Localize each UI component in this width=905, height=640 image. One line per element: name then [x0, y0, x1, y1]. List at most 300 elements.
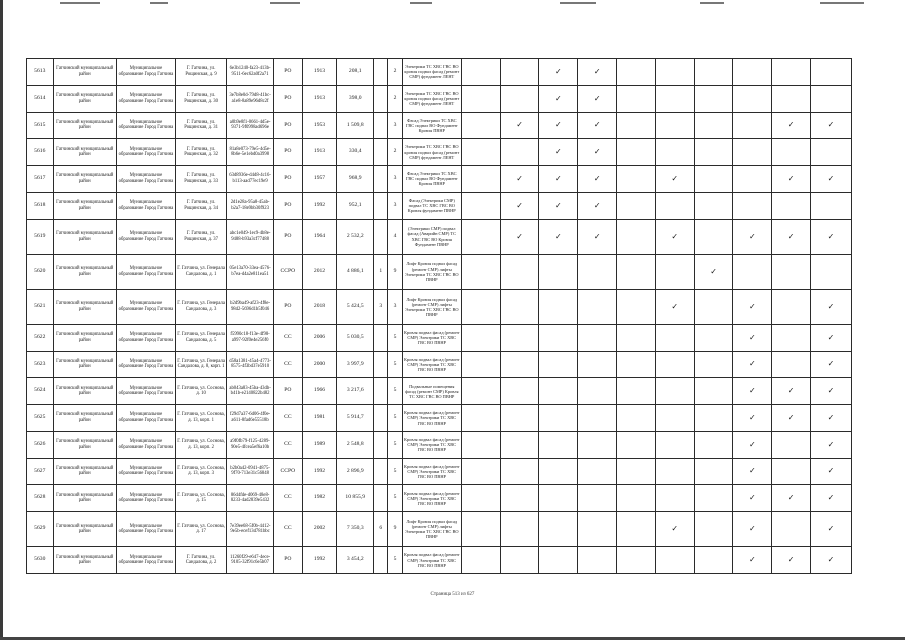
entrances-cell: 6: [374, 512, 388, 547]
empty-check-cell: [617, 485, 656, 512]
table-row: [27, 485, 852, 512]
works-cell: Кровля подвал фасад (ремонт СМР) Электрики ТС ХВС ГВС ВО ПВНР: [402, 324, 461, 351]
check-mark-icon: ✓: [733, 547, 772, 574]
empty-check-cell: [694, 289, 733, 324]
type-cell: РО: [274, 547, 303, 574]
type-cell: РО: [274, 219, 303, 254]
municipality-cell: Муниципальное образование Город Гатчина: [116, 431, 175, 458]
building-id-cell: b2b0a42-0941-4875-9f70-713e31c56848: [227, 458, 274, 485]
year-cell: 1982: [302, 485, 337, 512]
row-number: 5622: [27, 324, 54, 351]
empty-check-cell: [461, 192, 500, 219]
row-number: 5628: [27, 485, 54, 512]
table-row: [27, 378, 852, 405]
municipality-cell: Муниципальное образование Город Гатчина: [116, 547, 175, 574]
check-mark-icon: ✓: [539, 85, 578, 112]
empty-check-cell: [617, 458, 656, 485]
empty-check-cell: [500, 59, 539, 86]
check-mark-icon: ✓: [500, 112, 539, 139]
address-cell: Г. Гатчина, ул. Генерала Сандалова, д. 5: [176, 324, 227, 351]
entrances-cell: [374, 378, 388, 405]
year-cell: 1989: [302, 431, 337, 458]
municipality-cell: Муниципальное образование Город Гатчина: [116, 405, 175, 432]
check-mark-icon: ✓: [772, 112, 811, 139]
type-cell: РО: [274, 378, 303, 405]
address-cell: Г. Гатчина, ул. Рощинская, д. 32: [176, 139, 227, 166]
empty-check-cell: [772, 512, 811, 547]
empty-check-cell: [772, 289, 811, 324]
empty-check-cell: [617, 289, 656, 324]
building-id-cell: abc1e049-1ec9-4b8e-9488-b93a3cf77488: [227, 219, 274, 254]
empty-check-cell: [461, 324, 500, 351]
building-id-cell: 3e7b8e0d-79d8-41bc-a1e8-8a89e96d8c2f: [227, 85, 274, 112]
area-cell: 330,4: [337, 139, 374, 166]
area-cell: 1 509,8: [337, 112, 374, 139]
works-cell: Лифт Кровля подвал фасад (ремонт СМР) лифты Электрики ТС ХВС ГВС ВО ПВНР: [402, 254, 461, 289]
empty-check-cell: [655, 485, 694, 512]
check-mark-icon: ✓: [655, 289, 694, 324]
empty-check-cell: [500, 485, 539, 512]
empty-check-cell: [655, 112, 694, 139]
check-mark-icon: ✓: [733, 405, 772, 432]
year-cell: 1992: [302, 458, 337, 485]
check-mark-icon: ✓: [733, 324, 772, 351]
municipality-cell: Муниципальное образование Город Гатчина: [116, 512, 175, 547]
check-mark-icon: ✓: [539, 166, 578, 193]
district-cell: Гатчинский муниципальный район: [53, 59, 116, 86]
empty-check-cell: [655, 59, 694, 86]
empty-check-cell: [694, 139, 733, 166]
empty-check-cell: [500, 458, 539, 485]
empty-check-cell: [694, 59, 733, 86]
year-cell: 2006: [302, 324, 337, 351]
municipality-cell: Муниципальное образование Город Гатчина: [116, 378, 175, 405]
type-cell: РО: [274, 289, 303, 324]
entrances-cell: [374, 324, 388, 351]
empty-check-cell: [539, 547, 578, 574]
check-mark-icon: ✓: [655, 219, 694, 254]
floors-cell: 5: [388, 405, 402, 432]
empty-check-cell: [461, 219, 500, 254]
empty-check-cell: [733, 85, 772, 112]
building-id-cell: d58a1381-45a4-4773-8575-4f3bd37e5910: [227, 351, 274, 378]
check-mark-icon: ✓: [578, 192, 617, 219]
empty-check-cell: [772, 458, 811, 485]
row-number: 5623: [27, 351, 54, 378]
empty-check-cell: [539, 351, 578, 378]
table-row: [27, 254, 852, 289]
empty-check-cell: [772, 254, 811, 289]
district-cell: Гатчинский муниципальный район: [53, 219, 116, 254]
row-number: 5620: [27, 254, 54, 289]
row-number: 5626: [27, 431, 54, 458]
empty-check-cell: [500, 378, 539, 405]
empty-check-cell: [461, 139, 500, 166]
address-cell: Г. Гатчина, ул. Рощинская, д. 33: [176, 166, 227, 193]
empty-check-cell: [461, 378, 500, 405]
check-mark-icon: ✓: [539, 112, 578, 139]
address-cell: Г. Гатчина, ул. Рощинская, д. 9: [176, 59, 227, 86]
check-mark-icon: ✓: [578, 85, 617, 112]
floors-cell: 3: [388, 192, 402, 219]
empty-check-cell: [694, 512, 733, 547]
building-id-cell: 81a8e073-79e5-4d5e-8b6e-5e1ebd0a3998: [227, 139, 274, 166]
district-cell: Гатчинский муниципальный район: [53, 378, 116, 405]
check-mark-icon: ✓: [772, 219, 811, 254]
entrances-cell: [374, 219, 388, 254]
empty-check-cell: [733, 139, 772, 166]
check-mark-icon: ✓: [539, 219, 578, 254]
entrances-cell: [374, 192, 388, 219]
row-number: 5614: [27, 85, 54, 112]
empty-check-cell: [578, 485, 617, 512]
check-mark-icon: ✓: [811, 112, 852, 139]
district-cell: Гатчинский муниципальный район: [53, 192, 116, 219]
type-cell: ССРО: [274, 458, 303, 485]
empty-check-cell: [539, 378, 578, 405]
year-cell: 1957: [302, 166, 337, 193]
floors-cell: 5: [388, 324, 402, 351]
building-id-cell: a0b9e8f1-0661-4d5e-9371-9f0998ad696e: [227, 112, 274, 139]
empty-check-cell: [461, 254, 500, 289]
empty-check-cell: [617, 378, 656, 405]
empty-check-cell: [461, 405, 500, 432]
empty-check-cell: [500, 547, 539, 574]
district-cell: Гатчинский муниципальный район: [53, 405, 116, 432]
scan-top-marks: [0, 0, 905, 8]
area-cell: 398,0: [337, 85, 374, 112]
empty-check-cell: [694, 405, 733, 432]
table-row: [27, 112, 852, 139]
type-cell: ССРО: [274, 254, 303, 289]
empty-check-cell: [578, 378, 617, 405]
row-number: 5618: [27, 192, 54, 219]
area-cell: 3 217,6: [337, 378, 374, 405]
empty-check-cell: [461, 458, 500, 485]
empty-check-cell: [500, 405, 539, 432]
empty-check-cell: [655, 458, 694, 485]
address-cell: Г. Гатчина, ул. Соснова, д. 10: [176, 378, 227, 405]
building-id-cell: 2d1e28a-95a8-45ab-b2a7-18e9bb30f923: [227, 192, 274, 219]
empty-check-cell: [617, 139, 656, 166]
empty-check-cell: [539, 512, 578, 547]
empty-check-cell: [539, 289, 578, 324]
year-cell: 1964: [302, 219, 337, 254]
district-cell: Гатчинский муниципальный район: [53, 139, 116, 166]
row-number: 5629: [27, 512, 54, 547]
empty-check-cell: [500, 431, 539, 458]
year-cell: 2000: [302, 351, 337, 378]
empty-check-cell: [733, 254, 772, 289]
area-cell: 3 454,2: [337, 547, 374, 574]
entrances-cell: [374, 405, 388, 432]
empty-check-cell: [461, 289, 500, 324]
type-cell: СС: [274, 324, 303, 351]
floors-cell: 5: [388, 458, 402, 485]
table-row: [27, 219, 852, 254]
row-number: 5619: [27, 219, 54, 254]
year-cell: 2012: [302, 254, 337, 289]
empty-check-cell: [772, 59, 811, 86]
empty-check-cell: [733, 166, 772, 193]
district-cell: Гатчинский муниципальный район: [53, 485, 116, 512]
works-cell: (Электрики СМР) подвал фасад (Аварийн СМР) ТС ХВС ГВС ВО Кровля Фундамент ПВНР: [402, 219, 461, 254]
empty-check-cell: [694, 324, 733, 351]
empty-check-cell: [617, 512, 656, 547]
area-cell: 2 532,2: [337, 219, 374, 254]
area-cell: 5 914,7: [337, 405, 374, 432]
empty-check-cell: [655, 192, 694, 219]
empty-check-cell: [772, 324, 811, 351]
empty-check-cell: [811, 59, 852, 86]
address-cell: Г. Гатчина, ул. Рощинская, д. 34: [176, 192, 227, 219]
check-mark-icon: ✓: [811, 485, 852, 512]
check-mark-icon: ✓: [733, 289, 772, 324]
check-mark-icon: ✓: [539, 139, 578, 166]
municipality-cell: Муниципальное образование Город Гатчина: [116, 59, 175, 86]
entrances-cell: 1: [374, 254, 388, 289]
empty-check-cell: [617, 59, 656, 86]
area-cell: 2 548,8: [337, 431, 374, 458]
address-cell: Г. Гатчина, ул. Генерала Сандалова, д. 3: [176, 289, 227, 324]
empty-check-cell: [617, 192, 656, 219]
building-id-cell: a9f0fb79-f125-4289-90e5-4fcea5ef6a10b: [227, 431, 274, 458]
floors-cell: 5: [388, 431, 402, 458]
empty-check-cell: [539, 405, 578, 432]
row-number: 5616: [27, 139, 54, 166]
table-row: [27, 59, 852, 86]
check-mark-icon: ✓: [655, 166, 694, 193]
empty-check-cell: [617, 254, 656, 289]
empty-check-cell: [539, 254, 578, 289]
check-mark-icon: ✓: [500, 219, 539, 254]
row-number: 5630: [27, 547, 54, 574]
empty-check-cell: [772, 85, 811, 112]
empty-check-cell: [772, 139, 811, 166]
address-cell: Г. Гатчина, ул. Генерала Сандалова, д. 1: [176, 254, 227, 289]
empty-check-cell: [655, 254, 694, 289]
register-body: [27, 59, 852, 574]
works-cell: Кровля подвал фасад (ремонт СМР) Электрики ТС ХВС ГВС ВО ПВНР: [402, 458, 461, 485]
district-cell: Гатчинский муниципальный район: [53, 547, 116, 574]
type-cell: РО: [274, 139, 303, 166]
empty-check-cell: [694, 431, 733, 458]
empty-check-cell: [617, 219, 656, 254]
empty-check-cell: [694, 192, 733, 219]
type-cell: СС: [274, 512, 303, 547]
type-cell: СС: [274, 351, 303, 378]
year-cell: 1992: [302, 192, 337, 219]
row-number: 5624: [27, 378, 54, 405]
works-cell: Кровля подвал фасад (ремонт СМР) Электрики ТС ХВС ГВС ВО ПВНР: [402, 431, 461, 458]
empty-check-cell: [500, 139, 539, 166]
empty-check-cell: [617, 166, 656, 193]
area-cell: 7 350,3: [337, 512, 374, 547]
check-mark-icon: ✓: [578, 59, 617, 86]
address-cell: Г. Гатчина, ул. Соснова, д. 13, корп. 1: [176, 405, 227, 432]
municipality-cell: Муниципальное образование Город Гатчина: [116, 324, 175, 351]
year-cell: 1953: [302, 112, 337, 139]
empty-check-cell: [461, 59, 500, 86]
empty-check-cell: [811, 254, 852, 289]
district-cell: Гатчинский муниципальный район: [53, 85, 116, 112]
table-row: [27, 547, 852, 574]
entrances-cell: [374, 547, 388, 574]
municipality-cell: Муниципальное образование Город Гатчина: [116, 139, 175, 166]
table-row: [27, 458, 852, 485]
check-mark-icon: ✓: [811, 405, 852, 432]
check-mark-icon: ✓: [772, 405, 811, 432]
empty-check-cell: [617, 85, 656, 112]
entrances-cell: [374, 431, 388, 458]
address-cell: Г. Гатчина, ул. Сандалова, д. 2: [176, 547, 227, 574]
empty-check-cell: [578, 351, 617, 378]
empty-check-cell: [461, 431, 500, 458]
check-mark-icon: ✓: [811, 378, 852, 405]
empty-check-cell: [772, 431, 811, 458]
empty-check-cell: [617, 351, 656, 378]
check-mark-icon: ✓: [733, 431, 772, 458]
address-cell: Г. Гатчина, ул. Рощинская, д. 37: [176, 219, 227, 254]
check-mark-icon: ✓: [811, 166, 852, 193]
works-cell: Кровля подвал фасад (ремонт СМР) Электрики ТС ХВС ГВС ВО ПВНР: [402, 485, 461, 512]
scan-left-edge: [0, 0, 3, 640]
floors-cell: 3: [388, 289, 402, 324]
page-footer: Страница 513 из 627: [430, 592, 475, 597]
type-cell: РО: [274, 112, 303, 139]
check-mark-icon: ✓: [811, 289, 852, 324]
year-cell: 1981: [302, 405, 337, 432]
row-number: 5613: [27, 59, 54, 86]
empty-check-cell: [539, 431, 578, 458]
table-row: [27, 289, 852, 324]
area-cell: 5 030,5: [337, 324, 374, 351]
check-mark-icon: ✓: [811, 547, 852, 574]
type-cell: СС: [274, 431, 303, 458]
empty-check-cell: [461, 512, 500, 547]
check-mark-icon: ✓: [811, 458, 852, 485]
empty-check-cell: [617, 547, 656, 574]
table-row: [27, 405, 852, 432]
table-row: [27, 139, 852, 166]
district-cell: Гатчинский муниципальный район: [53, 289, 116, 324]
district-cell: Гатчинский муниципальный район: [53, 324, 116, 351]
check-mark-icon: ✓: [500, 192, 539, 219]
area-cell: 4 886,1: [337, 254, 374, 289]
floors-cell: 2: [388, 59, 402, 86]
year-cell: 1913: [302, 59, 337, 86]
empty-check-cell: [655, 405, 694, 432]
address-cell: Г. Гатчина, ул. Генерала Сандалова, д. 8, корп. 1: [176, 351, 227, 378]
empty-check-cell: [694, 458, 733, 485]
empty-check-cell: [694, 112, 733, 139]
empty-check-cell: [500, 289, 539, 324]
empty-check-cell: [578, 512, 617, 547]
empty-check-cell: [694, 378, 733, 405]
address-cell: Г. Гатчина, ул. Рощинская, д. 30: [176, 85, 227, 112]
works-cell: Электрики ТС ХВС ГВС ВО кровля подвал фасад (ремонт СМР) фундамент ЛЕНТ: [402, 139, 461, 166]
check-mark-icon: ✓: [733, 378, 772, 405]
check-mark-icon: ✓: [772, 485, 811, 512]
works-cell: Кровля подвал фасад (ремонт СМР) Электрики ТС ХВС ГВС ВО ПВНР: [402, 547, 461, 574]
empty-check-cell: [578, 431, 617, 458]
check-mark-icon: ✓: [578, 112, 617, 139]
check-mark-icon: ✓: [772, 378, 811, 405]
building-id-cell: f29d7a37-6d06-4f0e-a611-8fad6e55518b: [227, 405, 274, 432]
floors-cell: 5: [388, 351, 402, 378]
table-row: [27, 324, 852, 351]
year-cell: 1966: [302, 378, 337, 405]
district-cell: Гатчинский муниципальный район: [53, 112, 116, 139]
municipality-cell: Муниципальное образование Город Гатчина: [116, 289, 175, 324]
municipality-cell: Муниципальное образование Город Гатчина: [116, 112, 175, 139]
floors-cell: 4: [388, 219, 402, 254]
entrances-cell: [374, 139, 388, 166]
row-number: 5625: [27, 405, 54, 432]
empty-check-cell: [578, 254, 617, 289]
empty-check-cell: [461, 485, 500, 512]
area-cell: 208,1: [337, 59, 374, 86]
check-mark-icon: ✓: [655, 512, 694, 547]
type-cell: СС: [274, 485, 303, 512]
check-mark-icon: ✓: [694, 254, 733, 289]
municipality-cell: Муниципальное образование Город Гатчина: [116, 254, 175, 289]
works-cell: Кровля подвал фасад (ремонт СМР) Электрики ТС ХВС ГВС ВО ПВНР: [402, 405, 461, 432]
empty-check-cell: [617, 324, 656, 351]
check-mark-icon: ✓: [578, 219, 617, 254]
municipality-cell: Муниципальное образование Город Гатчина: [116, 166, 175, 193]
empty-check-cell: [655, 547, 694, 574]
check-mark-icon: ✓: [811, 512, 852, 547]
row-number: 5615: [27, 112, 54, 139]
entrances-cell: [374, 85, 388, 112]
year-cell: 1913: [302, 139, 337, 166]
empty-check-cell: [772, 192, 811, 219]
address-cell: Г. Гатчина, ул. Соснова, д. 13, корп. 2: [176, 431, 227, 458]
check-mark-icon: ✓: [733, 458, 772, 485]
works-cell: Электрики ТС ХВС ГВС ВО кровля подвал фасад (ремонт СМР) фундамент ЛЕНТ: [402, 85, 461, 112]
check-mark-icon: ✓: [811, 351, 852, 378]
empty-check-cell: [811, 85, 852, 112]
district-cell: Гатчинский муниципальный район: [53, 351, 116, 378]
building-id-cell: 11260f29-e647-4ece-9105-32f91c6e5b07: [227, 547, 274, 574]
table-row: [27, 85, 852, 112]
empty-check-cell: [578, 324, 617, 351]
check-mark-icon: ✓: [500, 166, 539, 193]
check-mark-icon: ✓: [811, 324, 852, 351]
empty-check-cell: [500, 254, 539, 289]
municipality-cell: Муниципальное образование Город Гатчина: [116, 485, 175, 512]
floors-cell: 5: [388, 378, 402, 405]
area-cell: 3 997,9: [337, 351, 374, 378]
empty-check-cell: [655, 431, 694, 458]
floors-cell: 9: [388, 254, 402, 289]
area-cell: 5 424,5: [337, 289, 374, 324]
row-number: 5627: [27, 458, 54, 485]
works-cell: Лифт Кровля подвал фасад (ремонт СМР) лифты Электрики ТС ХВС ГВС ВО ПВНР: [402, 512, 461, 547]
building-id-cell: 86d4fde-d069-48e8-8233-4ad2839e5432: [227, 485, 274, 512]
building-id-cell: f5990c18-f13e-4f98-a997-92f0e4e256f0: [227, 324, 274, 351]
floors-cell: 3: [388, 112, 402, 139]
year-cell: 2002: [302, 512, 337, 547]
table-row: [27, 512, 852, 547]
empty-check-cell: [461, 85, 500, 112]
empty-check-cell: [539, 458, 578, 485]
check-mark-icon: ✓: [733, 485, 772, 512]
year-cell: 1913: [302, 85, 337, 112]
entrances-cell: [374, 166, 388, 193]
row-number: 5617: [27, 166, 54, 193]
